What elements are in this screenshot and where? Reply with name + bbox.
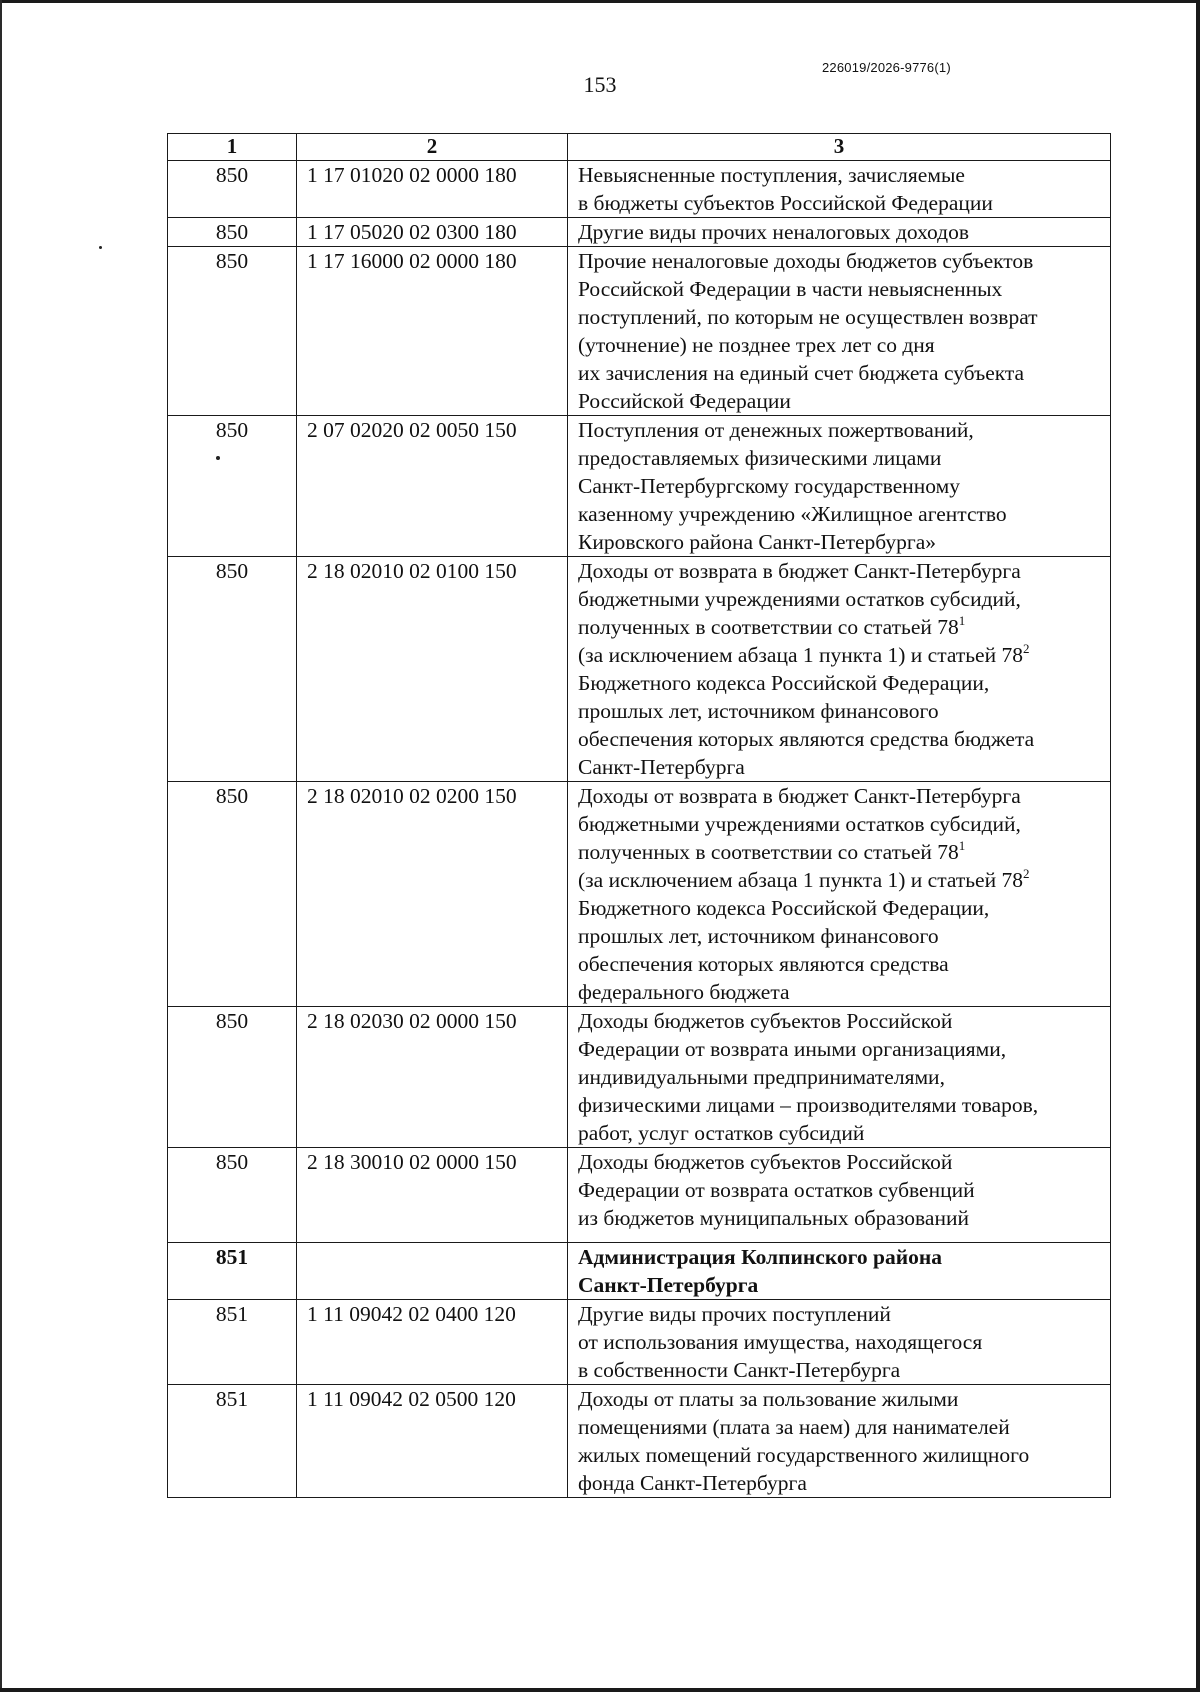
scan-edge-left [0,0,2,1692]
revenue-code-cell: 1 11 09042 02 0400 120 [297,1300,568,1385]
table-row [168,1007,1111,1148]
scan-speck [168,444,296,472]
admin-code-cell: 850 [168,1007,297,1148]
name-line: бюджетными учреждениями остатков субсидий, [578,812,1021,836]
table-row [168,557,1111,782]
name-line: физическими лицами – производителями товаров, [578,1093,1039,1117]
name-line: Другие виды прочих поступлений [578,1302,891,1326]
revenue-name-cell [568,1007,1111,1148]
revenue-name-cell [568,218,1111,247]
revenue-name-cell [568,161,1111,218]
name-line: бюджетными учреждениями остатков субсидий, [578,587,1021,611]
name-line: Доходы от возврата в бюджет Санкт-Петербурга [578,559,1021,583]
name-line: Российской Федерации [578,389,791,413]
revenue-code-cell: 2 18 02010 02 0200 150 [297,782,568,1007]
name-line: в собственности Санкт-Петербурга [578,1358,901,1382]
scan-speck [99,246,102,249]
name-line: Федерации от возврата иными организациями, [578,1037,1007,1061]
name-line: Невыясненные поступления, зачисляемые [578,163,965,187]
name-line: жилых помещений государственного жилищного [578,1443,1030,1467]
revenue-name-cell [568,1385,1111,1498]
name-line: Санкт-Петербурга [578,755,745,779]
name-line-text: полученных в соответствии со статьей 78 [578,615,959,639]
scan-edge-top [0,0,1200,3]
admin-code-cell: 851 [168,1300,297,1385]
name-line: Доходы от платы за пользование жилыми [578,1387,959,1411]
table-header-row [168,134,1111,161]
table-row [168,782,1111,1007]
revenue-code-cell: 2 18 02010 02 0100 150 [297,557,568,782]
admin-code-cell: 850 [168,247,297,416]
admin-code-cell: 850 [168,218,297,247]
page-number: 153 [583,72,617,97]
admin-code-cell: 851 [168,1243,297,1300]
article-superscript: 1 [958,838,966,853]
revenue-code-cell: 1 17 05020 02 0300 180 [297,218,568,247]
name-line: казенному учреждению «Жилищное агентство [578,502,1007,526]
name-line: индивидуальными предпринимателями, [578,1065,945,1089]
name-line: прошлых лет, источником финансового [578,924,939,948]
name-line-with-superscript [578,641,1104,669]
name-line-with-superscript [578,838,1104,866]
name-line: Другие виды прочих неналоговых доходов [578,220,970,244]
table-row [168,1385,1111,1498]
name-line: обеспечения которых являются средства бюджета [578,727,1035,751]
revenue-codes-table [167,133,1111,1498]
name-line: Бюджетного кодекса Российской Федерации, [578,671,990,695]
name-line-with-superscript [578,866,1104,894]
revenue-name-cell [568,416,1111,557]
revenue-name-cell [568,1148,1111,1243]
name-line: (уточнение) не позднее трех лет со дня [578,333,935,357]
revenue-code-cell: 1 17 01020 02 0000 180 [297,161,568,218]
name-line: Доходы от возврата в бюджет Санкт-Петербурга [578,784,1021,808]
revenue-code-cell: 2 18 30010 02 0000 150 [297,1148,568,1243]
admin-code-cell: 850 [168,1148,297,1243]
article-superscript: 1 [958,613,966,628]
name-line: Бюджетного кодекса Российской Федерации, [578,896,990,920]
revenue-name-cell [568,557,1111,782]
table-row [168,218,1111,247]
name-line-with-superscript [578,613,1104,641]
name-line: фонда Санкт-Петербурга [578,1471,807,1495]
revenue-code-cell [297,1243,568,1300]
name-line: Российской Федерации в части невыясненных [578,277,1003,301]
name-line: их зачисления на единый счет бюджета субъекта [578,361,1025,385]
admin-code-cell: 850 [168,782,297,1007]
name-line: из бюджетов муниципальных образований [578,1206,969,1230]
table-row [168,1300,1111,1385]
article-superscript: 2 [1022,866,1030,881]
name-line: от использования имущества, находящегося [578,1330,983,1354]
name-line: Прочие неналоговые доходы бюджетов субъектов [578,249,1034,273]
column-header-2: 2 [297,134,568,161]
column-header-3: 3 [568,134,1111,161]
table-row [168,161,1111,218]
table-row [168,416,1111,557]
name-line: прошлых лет, источником финансового [578,699,939,723]
name-line: обеспечения которых являются средства [578,952,949,976]
article-superscript: 2 [1022,641,1030,656]
name-line: Администрация Колпинского района [578,1245,943,1269]
admin-code-cell: 851 [168,1385,297,1498]
name-line: Санкт-Петербургскому государственному [578,474,960,498]
admin-code-value: 850 [215,418,249,442]
name-line: предоставляемых физическими лицами [578,446,942,470]
revenue-code-cell: 2 18 02030 02 0000 150 [297,1007,568,1148]
revenue-name-cell [568,247,1111,416]
column-header-1: 1 [168,134,297,161]
table-row [168,1148,1111,1243]
name-line: Поступления от денежных пожертвований, [578,418,974,442]
name-line-text: полученных в соответствии со статьей 78 [578,840,959,864]
revenue-code-cell: 1 11 09042 02 0500 120 [297,1385,568,1498]
admin-code-cell: 850 [168,557,297,782]
revenue-name-cell [568,1300,1111,1385]
name-line-text: (за исключением абзаца 1 пункта 1) и статьей 78 [578,643,1023,667]
revenue-name-cell [568,782,1111,1007]
name-line: Доходы бюджетов субъектов Российской [578,1009,953,1033]
name-line: помещениями (плата за наем) для нанимателей [578,1415,1010,1439]
revenue-code-cell: 2 07 02020 02 0050 150 [297,416,568,557]
revenue-code-cell: 1 17 16000 02 0000 180 [297,247,568,416]
document-code: 226019/2026-9776(1) [822,60,951,75]
name-line: Доходы бюджетов субъектов Российской [578,1150,953,1174]
name-line: в бюджеты субъектов Российской Федерации [578,191,993,215]
name-line: федерального бюджета [578,980,790,1004]
name-line-text: (за исключением абзаца 1 пункта 1) и статьей 78 [578,868,1023,892]
table-row [168,247,1111,416]
admin-code-cell [168,416,297,557]
name-line: работ, услуг остатков субсидий [578,1121,865,1145]
name-line: Санкт-Петербурга [578,1273,759,1297]
administrator-name-cell [568,1243,1111,1300]
name-line: Федерации от возврата остатков субвенций [578,1178,975,1202]
admin-code-cell: 850 [168,161,297,218]
scan-edge-right [1196,0,1200,1692]
name-line: поступлений, по которым не осуществлен возврат [578,305,1038,329]
name-line: Кировского района Санкт-Петербурга» [578,530,936,554]
table-section-row [168,1243,1111,1300]
scan-edge-bottom [0,1688,1200,1692]
